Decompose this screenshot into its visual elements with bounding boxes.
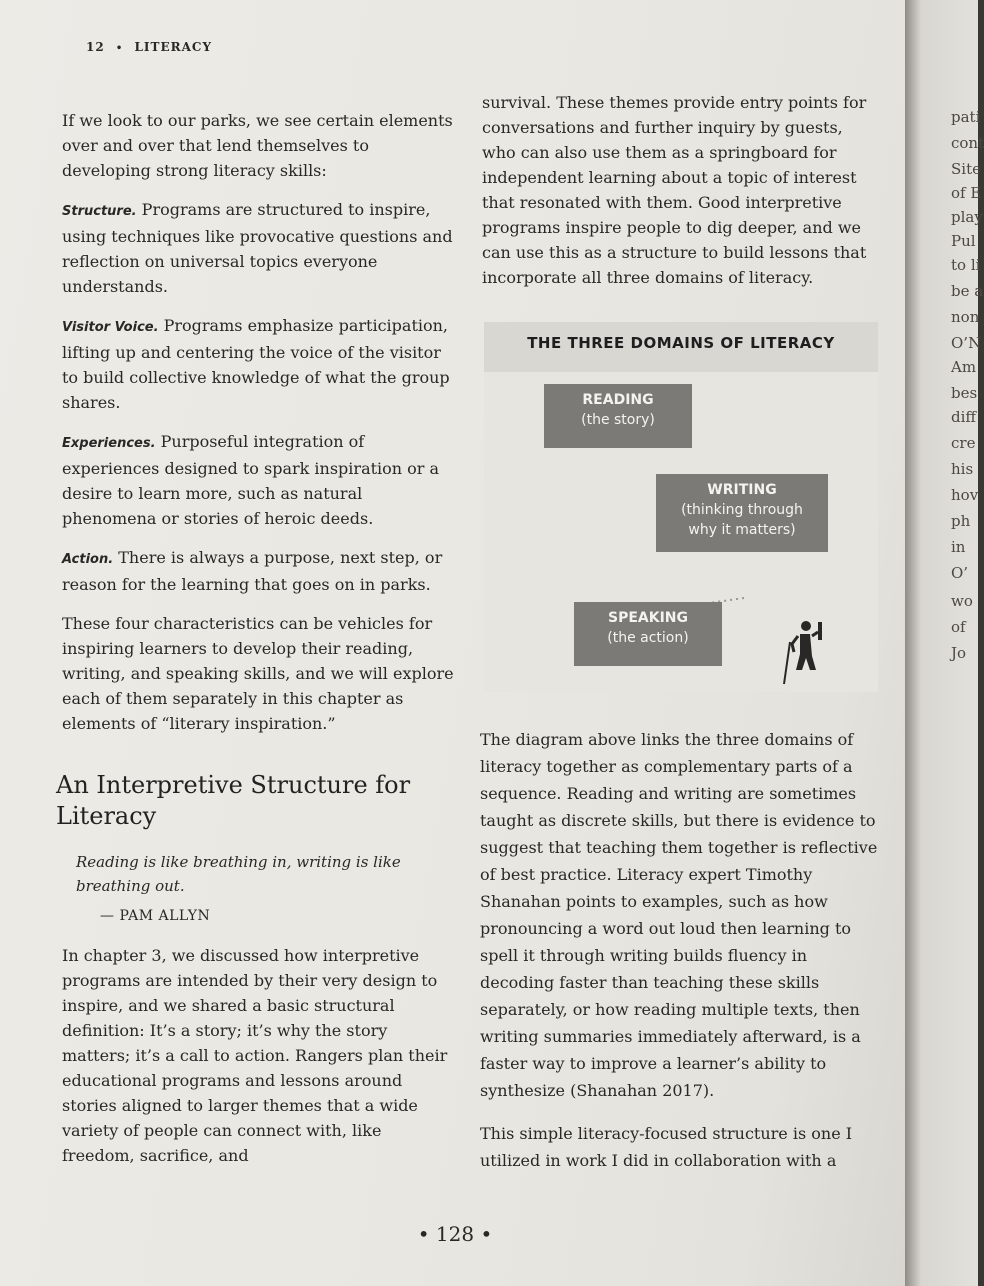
running-head-page-number: 12 bbox=[86, 40, 105, 54]
facing-fragment: of E bbox=[951, 184, 982, 202]
box-speaking-label: SPEAKING bbox=[607, 610, 688, 626]
folio-number: 128 bbox=[435, 1222, 475, 1246]
characteristic-experiences bbox=[62, 429, 454, 531]
facing-fragment: cont bbox=[951, 134, 984, 152]
facing-page-edge bbox=[905, 0, 984, 1286]
intro-paragraph: If we look to our parks, we see certain elements over and over that lend themselves to developing strong literacy skills: bbox=[62, 111, 453, 180]
summary-paragraph: These four characteristics can be vehicles for inspiring learners to develop their reading, writing, and speaking skills, and we will explore each of them separately in this chapter as elements of “literary inspiration.” bbox=[62, 614, 454, 733]
box-writing bbox=[656, 474, 828, 552]
facing-fragment: O’N bbox=[951, 334, 982, 352]
folio-right-ornament: • bbox=[480, 1222, 493, 1246]
facing-fragment: Site bbox=[951, 160, 981, 178]
characteristic-structure bbox=[62, 197, 454, 299]
text-visitor-voice: Programs emphasize participation, lifting up and centering the voice of the visitor to build collective knowledge of what the group shares. bbox=[62, 316, 450, 412]
section-heading: An Interpretive Structure for Literacy bbox=[56, 771, 411, 830]
facing-fragment: non bbox=[951, 308, 980, 326]
box-writing-label: WRITING bbox=[707, 482, 777, 498]
facing-fragment: be a bbox=[951, 282, 984, 300]
right-column-top bbox=[482, 90, 874, 290]
facing-fragment: to li bbox=[951, 256, 981, 274]
facing-fragment: pati bbox=[951, 108, 981, 126]
epigraph-quote: Reading is like breathing in, writing is like breathing out. bbox=[76, 853, 401, 895]
box-reading-label: READING bbox=[582, 392, 654, 408]
facing-fragment: play bbox=[951, 208, 983, 226]
diagram-title: THE THREE DOMAINS OF LITERACY bbox=[527, 334, 835, 352]
text-structure: Programs are structured to inspire, using techniques like provocative questions and reflection on universal topics everyone understands. bbox=[62, 200, 453, 296]
hiker-icon bbox=[784, 621, 820, 684]
box-speaking bbox=[574, 602, 722, 666]
facing-fragment: O’ bbox=[951, 564, 969, 582]
facing-fragment: cre bbox=[951, 434, 976, 452]
body-paragraph: In chapter 3, we discussed how interpretive programs are intended by their very design to inspire, and we shared a basic structural definition: It’s a story; it’s why the story matters; it’s a call to action. Rangers plan their educational programs and lessons around stories aligned to larger themes that a wide variety of people can connect with, like freedom, sacrifice, and bbox=[62, 946, 448, 1165]
facing-fragment: Pul bbox=[951, 232, 976, 250]
facing-fragment: of bbox=[951, 618, 966, 636]
facing-fragment: diff bbox=[951, 408, 977, 426]
box-speaking-sub: (the action) bbox=[607, 630, 689, 646]
characteristic-visitor-voice bbox=[62, 313, 454, 415]
running-head bbox=[86, 40, 212, 54]
term-experiences: Experiences. bbox=[62, 436, 156, 451]
box-reading bbox=[544, 384, 692, 448]
folio-left-ornament: • bbox=[417, 1222, 430, 1246]
box-writing-sub: (thinking through why it matters) bbox=[681, 502, 803, 538]
facing-fragment: his bbox=[951, 460, 974, 478]
diagram-canvas bbox=[484, 372, 878, 692]
running-head-section: LITERACY bbox=[134, 40, 213, 54]
closing-paragraph: This simple literacy-focused structure is one I utilized in work I did in collaboration with a bbox=[480, 1124, 853, 1170]
continuation-paragraph: survival. These themes provide entry points for conversations and further inquiry by guests, who can also use them as a springboard for independent learning about a topic of interest that resonated with them. Good interpretive programs inspire people to dig deeper, and we can use this as a structure to build lessons that incorporate all three domains of literacy. bbox=[482, 93, 867, 287]
left-column bbox=[56, 108, 454, 1182]
term-visitor-voice: Visitor Voice. bbox=[62, 320, 159, 335]
facing-fragment: hov bbox=[951, 486, 979, 504]
right-column-bottom bbox=[480, 726, 878, 1190]
page-folio bbox=[400, 1222, 510, 1246]
term-structure: Structure. bbox=[62, 204, 137, 219]
three-domains-diagram bbox=[484, 322, 878, 692]
facing-fragment: Jo bbox=[951, 644, 967, 662]
characteristic-action bbox=[62, 545, 454, 597]
facing-fragment: bes bbox=[951, 384, 978, 402]
facing-fragment: Am bbox=[951, 358, 977, 376]
term-action: Action. bbox=[62, 552, 114, 567]
text-experiences: Purposeful integration of experiences designed to spark inspiration or a desire to learn more, such as natural phenomena or stories of heroic deeds. bbox=[62, 432, 440, 528]
facing-fragment: in bbox=[951, 538, 966, 556]
text-action: There is always a purpose, next step, or reason for the learning that goes on in parks. bbox=[62, 548, 443, 594]
epigraph-attribution: — PAM ALLYN bbox=[100, 908, 211, 924]
box-reading-sub: (the story) bbox=[581, 412, 655, 428]
facing-fragment: wo bbox=[951, 592, 973, 610]
running-head-separator: • bbox=[115, 43, 124, 54]
diagram-explanation-paragraph: The diagram above links the three domains of literacy together as complementary parts of a sequence. Reading and writing are sometimes taught as discrete skills, but there is evidence to suggest that teaching them together is reflective of best practice. Literacy expert Timothy Shanahan points to examples, such as how pronouncing a word out loud then learning to spell it through writing builds fluency in decoding faster than teaching these skills separately, or how reading multiple texts, then writing summaries immediately afterward, is a faster way to improve a learner’s ability to synthesize (Shanahan 2017). bbox=[480, 730, 878, 1100]
facing-fragment: ph bbox=[951, 512, 971, 530]
